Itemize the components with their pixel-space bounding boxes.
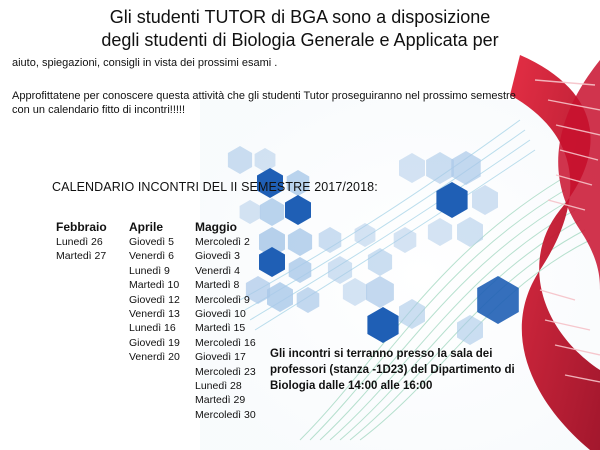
date-item: Martedì 27 [56, 250, 107, 263]
calendar-title: CALENDARIO INCONTRI DEL II SEMESTRE 2017/2018: [52, 180, 378, 194]
date-item: Mercoledì 9 [195, 293, 250, 306]
date-item: Martedì 15 [195, 322, 246, 335]
date-item: Martedì 8 [195, 279, 240, 292]
date-item: Lunedì 26 [56, 236, 103, 248]
month-heading: Maggio [195, 220, 237, 234]
date-item: Venerdì 4 [195, 264, 240, 277]
date-item: Mercoledì 2 [195, 236, 250, 248]
month-column-february [56, 220, 107, 264]
date-item: Lunedì 16 [129, 322, 176, 335]
date-item: Venerdì 13 [129, 308, 180, 321]
date-item: Giovedì 12 [129, 293, 180, 306]
date-item: Giovedì 5 [129, 236, 174, 248]
date-item: Venerdì 20 [129, 351, 180, 364]
date-item: Mercoledì 30 [195, 408, 256, 421]
month-heading: Febbraio [56, 220, 107, 234]
date-item: Giovedì 17 [195, 351, 246, 364]
date-item: Martedì 10 [129, 279, 180, 292]
month-heading: Aprile [129, 220, 164, 234]
date-item: Lunedì 9 [129, 264, 170, 277]
month-column-may [195, 220, 256, 422]
announcement-paragraph: Approfittatene per conoscere questa attività che gli studenti Tutor proseguiranno nel prossimo semestre con un calendario fitto di incontri!!!!! [12, 90, 516, 116]
date-item: Giovedì 19 [129, 336, 180, 349]
title-line-1: Gli studenti TUTOR di BGA sono a disposizione [109, 7, 491, 27]
date-item: Giovedì 3 [195, 250, 240, 263]
date-item: Venerdì 6 [129, 250, 174, 263]
month-column-april [129, 220, 180, 365]
date-item: Giovedì 10 [195, 308, 246, 321]
date-item: Martedì 29 [195, 394, 246, 407]
intro-line: aiuto, spiegazioni, consigli in vista dei prossimi esami . [12, 57, 278, 69]
title-line-2: degli studenti di Biologia Generale e Applicata per [101, 30, 499, 50]
date-item: Mercoledì 23 [195, 365, 256, 378]
date-item: Mercoledì 16 [195, 336, 256, 349]
date-item: Lunedì 28 [195, 380, 242, 393]
location-note: Gli incontri si terranno presso la sala dei professori (stanza -1D23) del Dipartimento di Biologia dalle 14:00 alle 16:00 [270, 348, 515, 392]
